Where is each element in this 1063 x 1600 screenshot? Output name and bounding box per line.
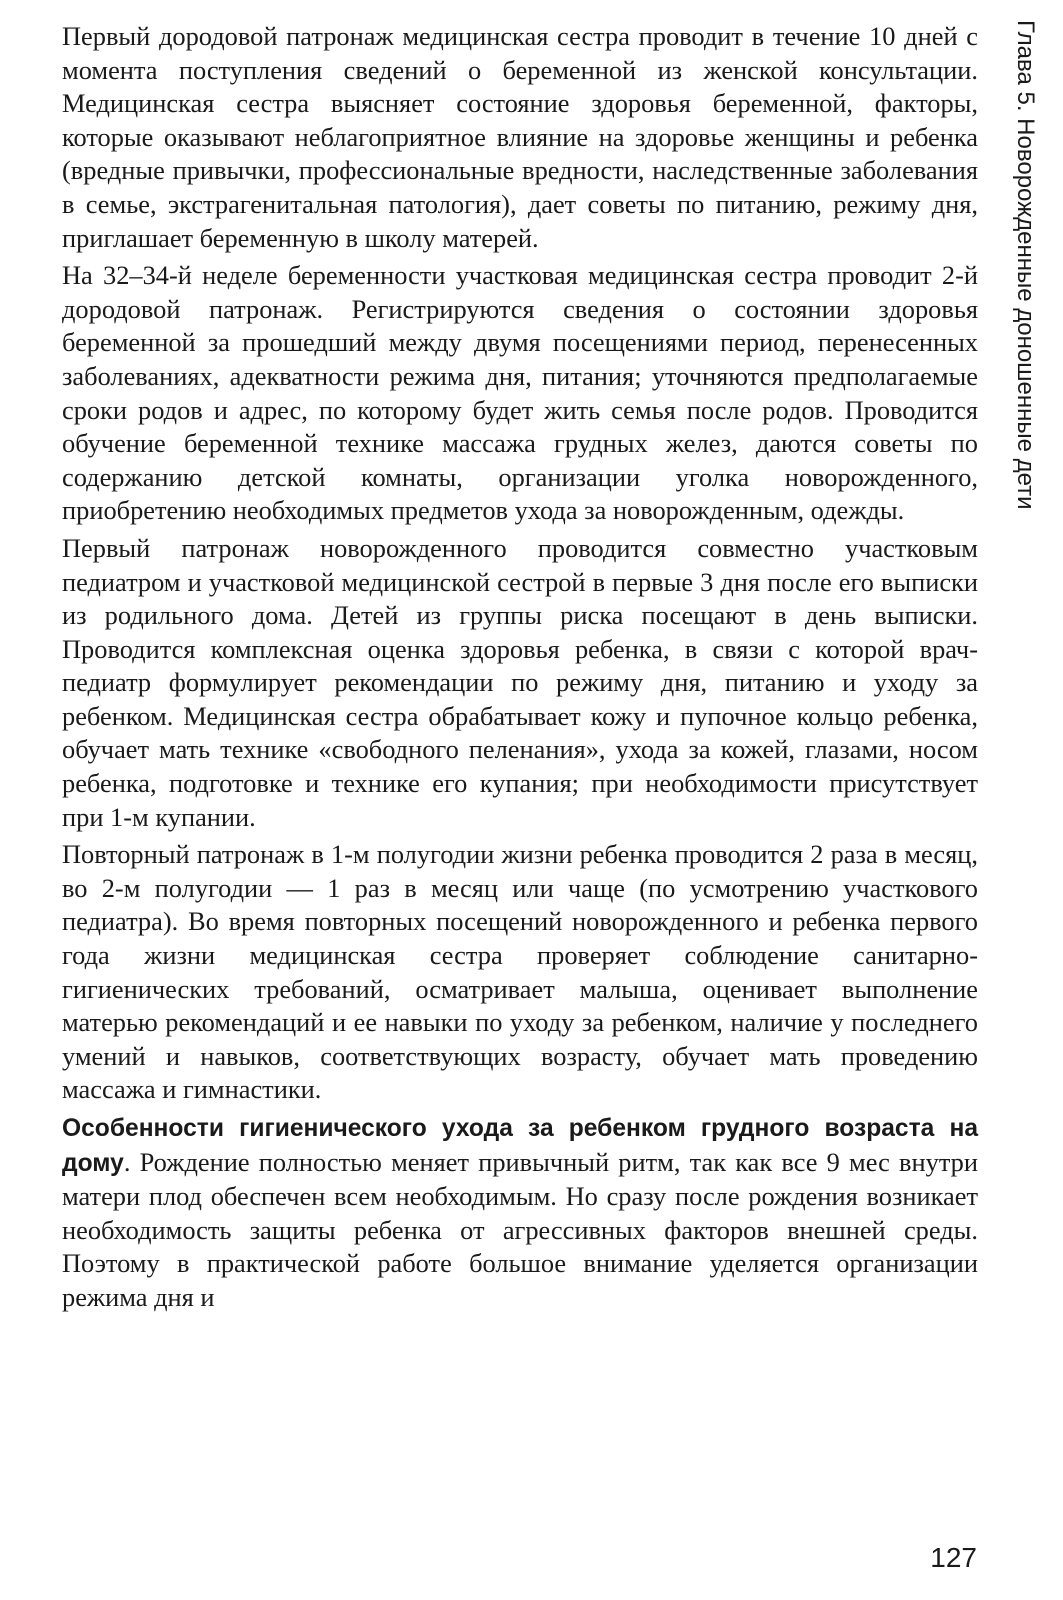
paragraph-repeat-visits: Повторный патронаж в 1-м полугодии жизни ребенка проводится 2 раза в месяц, во 2-м полугодии — 1 раз в месяц или чаще (по усмотрению участкового педиатра). Во время повторных посещений новорожденного и ребенка первого года жизни медицинская сестра проверяет соблюдение санитарно-гигиенических требований, осматривает малыша, оценивает выполнение матерью рекомендаций и ее навыки по уходу за ребенком, наличие у последнего умений и навыков, соответствующих возрасту, обучает мать проведению массажа и гимнастики. (62, 839, 978, 1105)
paragraph-newborn-first-visit: Первый патронаж новорожденного проводится совместно участковым педиатром и участковой медицинской сестрой в первые 3 дня после его выписки из родильного дома. Детей из группы риска посещают в день выписки. Проводится комплексная оценка здоровья ребенка, в связи с которой врач-педиатр формулирует рекомендации по режиму дня, питанию и уходу за ребенком. Медицинская сестра обрабатывает кожу и пупочное кольцо ребенка, обучает мать технике «свободного пеленания», ухода за кожей, глазами, носом ребенка, подготовке и технике его купания; при необходимости присутствует при 1-м купании. (62, 532, 978, 832)
page-body (62, 20, 978, 1580)
paragraph-prenatal-visit-2: На 32–34-й неделе беременности участковая медицинская сестра проводит 2-й дородовой патронаж. Регистрируются сведения о состоянии здоровья беременной за прошедший между двумя посещениями период, перенесенных заболеваниях, адекватности режима дня, питания; уточняются предполагаемые сроки родов и адрес, по которому будет жить семья после родов. Проводится обучение беременной технике массажа грудных желез, даются советы по содержанию детской комнаты, организации уголка новорожденного, приобретению необходимых предметов ухода за новорожденным, одежды. (62, 260, 978, 526)
section-heading-hygiene-care: Особенности гигиенического ухода за ребенком грудного возраста на дому (62, 1115, 978, 1177)
body-text (62, 20, 978, 1315)
paragraph-prenatal-visit-1: Первый дородовой патронаж медицинская сестра проводит в течение 10 дней с момента поступления сведений о беременной из женской консультации. Медицинская сестра выясняет состояние здоровья беременной, факторы, которые оказывают неблагоприятное влияние на здоровье женщины и ребенка (вредные привычки, профессиональные вредности, наследственные заболевания в семье, экстрагенитальная патология), дает советы по питанию, режиму дня, приглашает беременную в школу матерей. (62, 21, 978, 253)
running-head: Глава 5. Новорожденные доношенные дети (1012, 20, 1039, 510)
paragraph-hygiene-care-text: . Рождение полностью меняет привычный ритм, так как все 9 мес внутри матери плод обеспечен всем необходимым. Но сразу после рождения возникает необходимость защиты ребенка от агрессивных факторов внешней среды. Поэтому в практической работе большое внимание уделяется организации режима дня и (62, 1146, 978, 1312)
page-number: 127 (930, 1542, 977, 1573)
paragraph-hygiene-care (62, 1111, 978, 1315)
